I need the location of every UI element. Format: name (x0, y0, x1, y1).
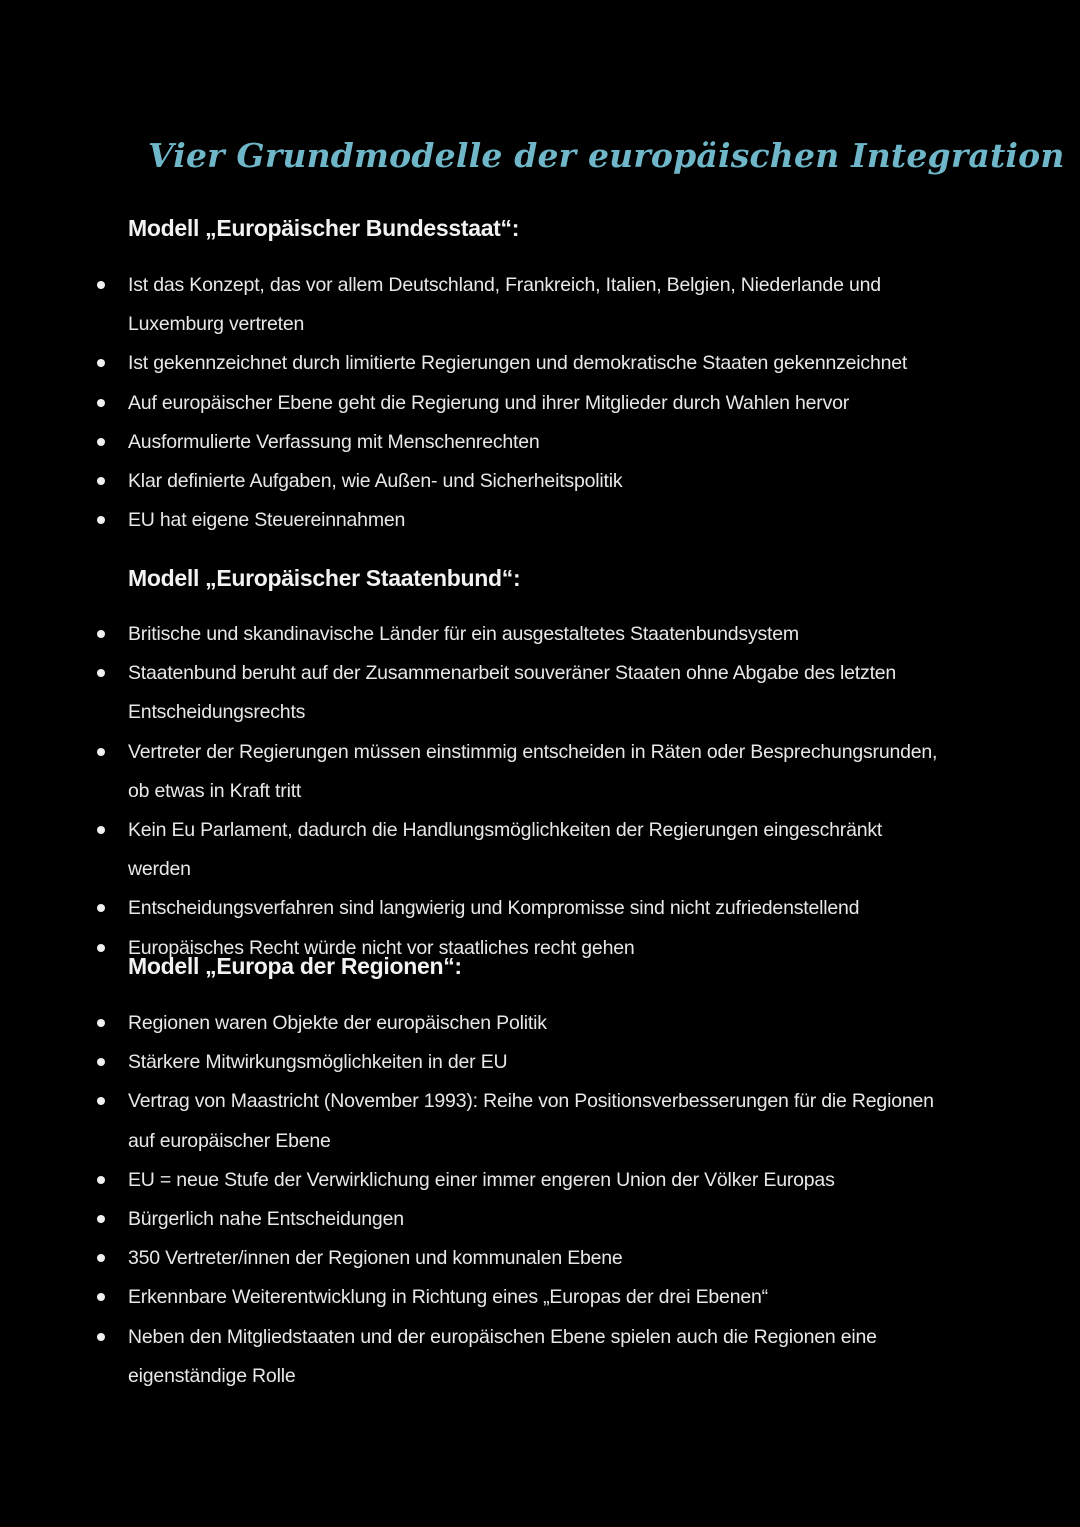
list-item: Bürgerlich nahe Entscheidungen (0, 1200, 1080, 1239)
list-item: Europäisches Recht würde nicht vor staatliches recht gehen (0, 929, 1080, 968)
bullet-list (0, 1004, 1080, 1396)
page-title: Vier Grundmodelle der europäischen Integration (148, 136, 1065, 175)
list-item: Kein Eu Parlament, dadurch die Handlungsmöglichkeiten der Regierungen eingeschränkt werden (0, 811, 1080, 889)
list-item: Britische und skandinavische Länder für ein ausgestaltetes Staatenbundsystem (0, 615, 1080, 654)
list-item: Vertrag von Maastricht (November 1993): Reihe von Positionsverbesserungen für die Regionen auf europäischer Ebene (0, 1082, 1080, 1160)
list-item: EU hat eigene Steuereinnahmen (0, 501, 1080, 540)
list-item: Ausformulierte Verfassung mit Menschenrechten (0, 423, 1080, 462)
section-heading: Modell „Europäischer Bundesstaat“: (128, 215, 520, 241)
section-heading: Modell „Europa der Regionen“: (128, 953, 462, 979)
list-item: 350 Vertreter/innen der Regionen und kommunalen Ebene (0, 1239, 1080, 1278)
list-item: Klar definierte Aufgaben, wie Außen- und Sicherheitspolitik (0, 462, 1080, 501)
list-item: Entscheidungsverfahren sind langwierig und Kompromisse sind nicht zufriedenstellend (0, 889, 1080, 928)
section-heading: Modell „Europäischer Staatenbund“: (128, 565, 521, 591)
list-item: Regionen waren Objekte der europäischen Politik (0, 1004, 1080, 1043)
list-item: Stärkere Mitwirkungsmöglichkeiten in der EU (0, 1043, 1080, 1082)
list-item: Neben den Mitgliedstaaten und der europäischen Ebene spielen auch die Regionen eine eigenständige Rolle (0, 1318, 1080, 1396)
list-item: Auf europäischer Ebene geht die Regierung und ihrer Mitglieder durch Wahlen hervor (0, 384, 1080, 423)
list-item: Ist das Konzept, das vor allem Deutschland, Frankreich, Italien, Belgien, Niederlande und Luxemburg vertreten (0, 266, 1080, 344)
list-item: Staatenbund beruht auf der Zusammenarbeit souveräner Staaten ohne Abgabe des letzten Entscheidungsrechts (0, 654, 1080, 732)
list-item: Erkennbare Weiterentwicklung in Richtung eines „Europas der drei Ebenen“ (0, 1278, 1080, 1317)
list-item: Ist gekennzeichnet durch limitierte Regierungen und demokratische Staaten gekennzeichnet (0, 344, 1080, 383)
list-item: Vertreter der Regierungen müssen einstimmig entscheiden in Räten oder Besprechungsrunden, ob etwas in Kraft tritt (0, 733, 1080, 811)
list-item: EU = neue Stufe der Verwirklichung einer immer engeren Union der Völker Europas (0, 1161, 1080, 1200)
bullet-list (0, 615, 1080, 968)
bullet-list (0, 266, 1080, 540)
